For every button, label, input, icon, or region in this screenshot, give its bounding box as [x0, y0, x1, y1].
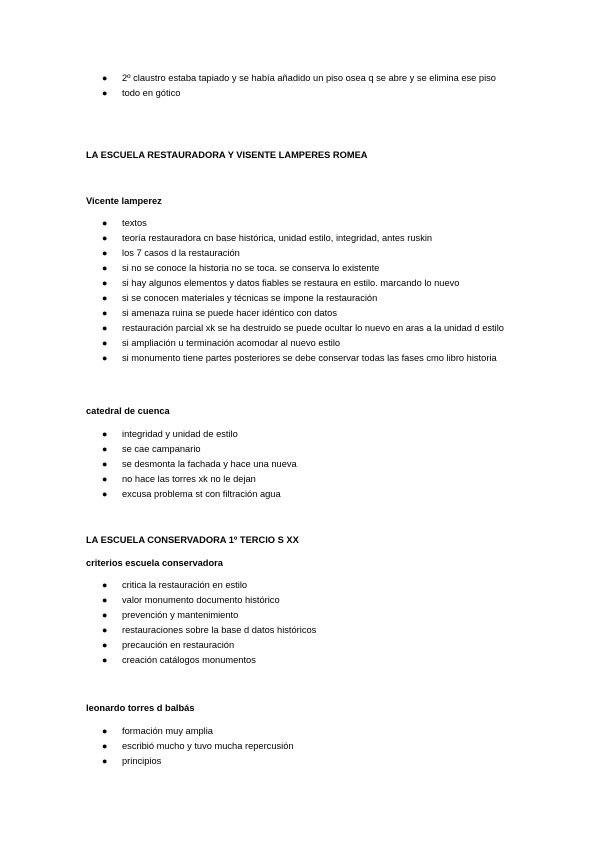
list-item: ● restauración parcial xk se ha destruido se puede ocultar lo nuevo en aras a la unidad d estilo	[0, 321, 510, 336]
list-item: ● restauraciones sobre la base d datos históricos	[0, 623, 510, 638]
list-item: ● si amenaza ruina se puede hacer idéntico con datos	[0, 306, 510, 321]
list-item: ● todo en gótico	[0, 86, 510, 101]
list-item: ● principios	[0, 754, 510, 769]
bullet-icon: ●	[102, 218, 108, 228]
torres-balbas-list	[0, 724, 599, 769]
bullet-icon: ●	[102, 73, 108, 83]
subsection-heading: leonardo torres d balbás	[86, 703, 195, 713]
list-item: ● si ampliación u terminación acomodar al nuevo estilo	[0, 336, 510, 351]
bullet-icon: ●	[102, 474, 108, 484]
list-item: ● si no se conoce la historia no se toca. se conserva lo existente	[0, 261, 510, 276]
list-item: ● teoría restauradora cn base histórica, unidad estilo, integridad, antes ruskin	[0, 231, 510, 246]
bullet-icon: ●	[102, 233, 108, 243]
list-item: ● creación catálogos monumentos	[0, 653, 510, 668]
criterios-list	[0, 578, 599, 668]
bullet-icon: ●	[102, 323, 108, 333]
bullet-icon: ●	[102, 726, 108, 736]
bullet-icon: ●	[102, 353, 108, 363]
list-item: ● si monumento tiene partes posteriores se debe conservar todas las fases cmo libro historia	[0, 351, 510, 366]
intro-bullet-list	[0, 71, 599, 101]
list-item: ● prevención y mantenimiento	[0, 608, 510, 623]
subsection-heading: Vicente lamperez	[86, 196, 162, 206]
bullet-icon: ●	[102, 625, 108, 635]
bullet-icon: ●	[102, 459, 108, 469]
bullet-icon: ●	[102, 429, 108, 439]
list-item: ● precaución en restauración	[0, 638, 510, 653]
bullet-icon: ●	[102, 580, 108, 590]
list-item: ● se cae campanario	[0, 442, 510, 457]
list-item: ● valor monumento documento histórico	[0, 593, 510, 608]
bullet-icon: ●	[102, 248, 108, 258]
bullet-icon: ●	[102, 308, 108, 318]
bullet-icon: ●	[102, 595, 108, 605]
bullet-icon: ●	[102, 263, 108, 273]
list-item: ● excusa problema st con filtración agua	[0, 487, 510, 502]
list-item: ● los 7 casos d la restauración	[0, 246, 510, 261]
section-title: LA ESCUELA RESTAURADORA Y VISENTE LAMPERES ROMEA	[86, 150, 368, 160]
list-item: ● formación muy amplia	[0, 724, 510, 739]
bullet-icon: ●	[102, 640, 108, 650]
vicente-lamperez-list	[0, 216, 599, 366]
bullet-icon: ●	[102, 756, 108, 766]
bullet-icon: ●	[102, 610, 108, 620]
section-title: LA ESCUELA CONSERVADORA 1º TERCIO S XX	[86, 535, 299, 545]
list-item: ● escribió mucho y tuvo mucha repercusión	[0, 739, 510, 754]
list-item: ● si hay algunos elementos y datos fiables se restaura en estilo. marcando lo nuevo	[0, 276, 510, 291]
list-item: ● no hace las torres xk no le dejan	[0, 472, 510, 487]
list-item: ● si se conocen materiales y técnicas se impone la restauración	[0, 291, 510, 306]
list-item: ● textos	[0, 216, 510, 231]
list-item: ● integridad y unidad de estilo	[0, 427, 510, 442]
list-item: ● 2º claustro estaba tapiado y se había añadido un piso osea q se abre y se elimina ese piso	[0, 71, 510, 86]
bullet-icon: ●	[102, 338, 108, 348]
bullet-icon: ●	[102, 278, 108, 288]
bullet-icon: ●	[102, 489, 108, 499]
catedral-cuenca-list	[0, 427, 599, 502]
bullet-icon: ●	[102, 293, 108, 303]
bullet-icon: ●	[102, 741, 108, 751]
bullet-icon: ●	[102, 655, 108, 665]
bullet-icon: ●	[102, 444, 108, 454]
list-item: ● se desmonta la fachada y hace una nueva	[0, 457, 510, 472]
subsection-heading: catedral de cuenca	[86, 406, 170, 416]
bullet-icon: ●	[102, 88, 108, 98]
list-item: ● critica la restauración en estilo	[0, 578, 510, 593]
subsection-heading: criterios escuela conservadora	[86, 558, 223, 568]
